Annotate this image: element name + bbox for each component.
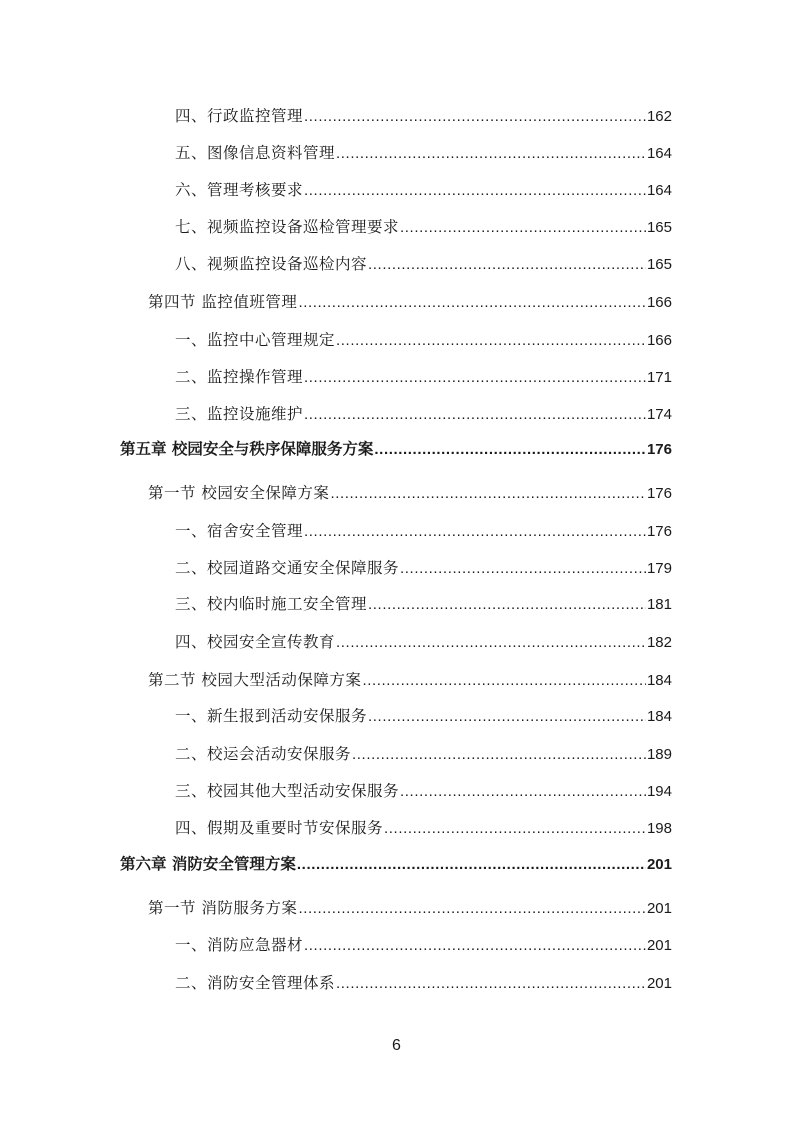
toc-dot-leader xyxy=(384,820,646,838)
toc-entry-title: 一、监控中心管理规定 xyxy=(175,331,336,349)
toc-entry-item[interactable] xyxy=(175,814,672,838)
toc-entry-title: 二、消防安全管理体系 xyxy=(175,974,336,992)
toc-entry-item[interactable] xyxy=(175,363,672,387)
toc-entry-page-number: 166 xyxy=(646,294,672,311)
toc-entry-page-number: 201 xyxy=(646,975,672,992)
toc-entry-title: 八、视频监控设备巡检内容 xyxy=(175,255,368,273)
toc-entry-title: 第二节 校园大型活动保障方案 xyxy=(148,671,362,689)
toc-entry-page-number: 176 xyxy=(646,523,672,540)
toc-dot-leader xyxy=(304,182,646,200)
page-number: 6 xyxy=(392,1037,401,1054)
toc-entry-item[interactable] xyxy=(175,176,672,200)
toc-dot-leader xyxy=(304,937,646,955)
toc-dot-leader xyxy=(336,634,646,652)
toc-entry-item[interactable] xyxy=(175,250,672,274)
toc-dot-leader xyxy=(304,406,646,424)
toc-entry-item[interactable] xyxy=(175,969,672,993)
toc-dot-leader xyxy=(304,108,646,126)
toc-entry-page-number: 201 xyxy=(646,856,672,873)
toc-dot-leader xyxy=(352,746,646,764)
toc-entry-title: 三、校园其他大型活动安保服务 xyxy=(175,782,400,800)
toc-entry-title: 第一节 校园安全保障方案 xyxy=(148,484,330,502)
toc-entry-title: 三、监控设施维护 xyxy=(175,405,304,423)
toc-entry-page-number: 176 xyxy=(646,485,672,502)
toc-entry-item[interactable] xyxy=(175,139,672,163)
toc-entry-title: 五、图像信息资料管理 xyxy=(175,144,336,162)
toc-dot-leader xyxy=(362,672,646,690)
toc-entry-title: 六、管理考核要求 xyxy=(175,181,304,199)
toc-dot-leader xyxy=(368,256,646,274)
toc-entry-title: 二、监控操作管理 xyxy=(175,368,304,386)
toc-dot-leader xyxy=(336,145,646,163)
toc-dot-leader xyxy=(336,975,646,993)
toc-dot-leader xyxy=(400,219,646,237)
toc-dot-leader xyxy=(368,708,646,726)
toc-entry-page-number: 179 xyxy=(646,560,672,577)
toc-entry-section[interactable] xyxy=(148,894,672,918)
toc-entry-title: 一、新生报到活动安保服务 xyxy=(175,707,368,725)
toc-entry-page-number: 201 xyxy=(646,937,672,954)
toc-entry-title: 七、视频监控设备巡检管理要求 xyxy=(175,218,400,236)
toc-dot-leader xyxy=(336,332,646,350)
toc-entry-chapter[interactable] xyxy=(120,850,672,874)
toc-entry-page-number: 189 xyxy=(646,746,672,763)
toc-entry-item[interactable] xyxy=(175,326,672,350)
toc-dot-leader xyxy=(298,294,646,312)
toc-entry-page-number: 164 xyxy=(646,145,672,162)
toc-entry-item[interactable] xyxy=(175,740,672,764)
toc-entry-title: 四、假期及重要时节安保服务 xyxy=(175,819,384,837)
toc-entry-item[interactable] xyxy=(175,102,672,126)
toc-entry-title: 三、校内临时施工安全管理 xyxy=(175,595,368,613)
toc-entry-item[interactable] xyxy=(175,777,672,801)
toc-entry-item[interactable] xyxy=(175,628,672,652)
toc-entry-title: 四、行政监控管理 xyxy=(175,107,304,125)
toc-entry-item[interactable] xyxy=(175,554,672,578)
toc-dot-leader xyxy=(297,856,646,874)
toc-entry-item[interactable] xyxy=(175,931,672,955)
toc-entry-item[interactable] xyxy=(175,702,672,726)
toc-entry-title: 第六章 消防安全管理方案 xyxy=(120,855,296,873)
toc-entry-page-number: 174 xyxy=(646,406,672,423)
toc-entry-title: 二、校运会活动安保服务 xyxy=(175,745,352,763)
toc-entry-page-number: 162 xyxy=(646,108,672,125)
toc-entry-page-number: 165 xyxy=(646,219,672,236)
toc-entry-title: 第一节 消防服务方案 xyxy=(148,899,298,917)
toc-entry-item[interactable] xyxy=(175,517,672,541)
toc-entry-item[interactable] xyxy=(175,400,672,424)
toc-dot-leader xyxy=(304,369,646,387)
toc-entry-title: 一、消防应急器材 xyxy=(175,936,304,954)
toc-dot-leader xyxy=(298,900,646,918)
toc-entry-title: 四、校园安全宣传教育 xyxy=(175,633,336,651)
toc-entry-chapter[interactable] xyxy=(120,435,672,459)
toc-entry-page-number: 194 xyxy=(646,783,672,800)
toc-entry-page-number: 198 xyxy=(646,820,672,837)
toc-entry-title: 第四节 监控值班管理 xyxy=(148,293,298,311)
toc-dot-leader xyxy=(400,560,646,578)
toc-entry-page-number: 201 xyxy=(646,900,672,917)
toc-entry-page-number: 182 xyxy=(646,634,672,651)
toc-entry-item[interactable] xyxy=(175,213,672,237)
toc-entry-section[interactable] xyxy=(148,288,672,312)
toc-entry-page-number: 171 xyxy=(646,369,672,386)
toc-entry-page-number: 184 xyxy=(646,708,672,725)
toc-entry-page-number: 184 xyxy=(646,672,672,689)
toc-entry-section[interactable] xyxy=(148,666,672,690)
toc-entry-page-number: 166 xyxy=(646,332,672,349)
toc-entry-title: 第五章 校园安全与秩序保障服务方案 xyxy=(120,440,374,458)
toc-entry-section[interactable] xyxy=(148,479,672,503)
toc-dot-leader xyxy=(330,485,646,503)
toc-entry-title: 二、校园道路交通安全保障服务 xyxy=(175,559,400,577)
toc-entry-page-number: 181 xyxy=(646,596,672,613)
toc-dot-leader xyxy=(304,523,646,541)
toc-entry-page-number: 164 xyxy=(646,182,672,199)
toc-dot-leader xyxy=(374,441,646,459)
toc-dot-leader xyxy=(400,783,646,801)
toc-entry-page-number: 165 xyxy=(646,256,672,273)
toc-entry-item[interactable] xyxy=(175,590,672,614)
toc-entry-page-number: 176 xyxy=(646,441,672,458)
toc-entry-title: 一、宿舍安全管理 xyxy=(175,522,304,540)
toc-dot-leader xyxy=(368,596,646,614)
